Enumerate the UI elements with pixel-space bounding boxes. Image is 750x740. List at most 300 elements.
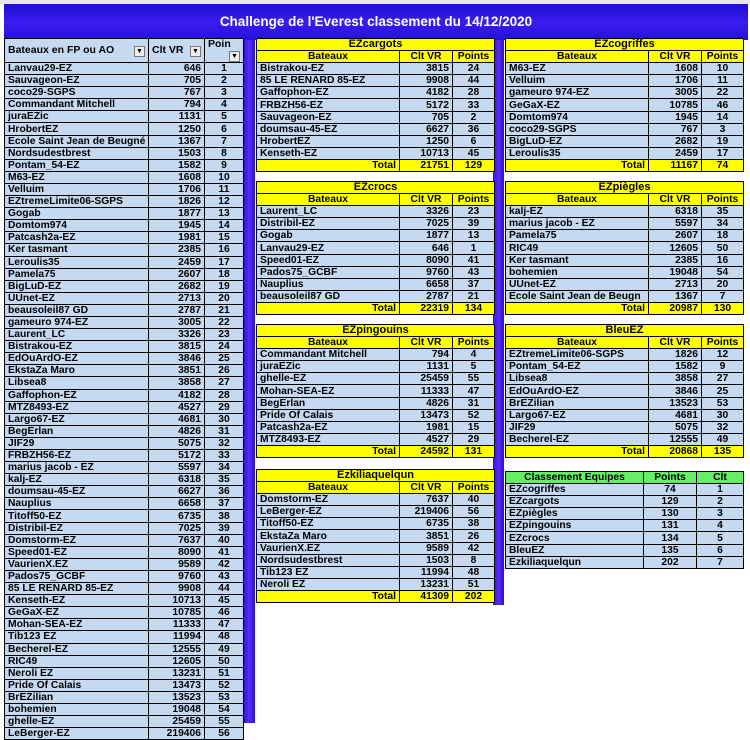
points-cell[interactable]: 47 bbox=[205, 619, 244, 631]
boat-name-cell[interactable]: M63-EZ bbox=[5, 171, 149, 183]
points-cell[interactable]: 40 bbox=[205, 534, 244, 546]
points-cell[interactable]: 36 bbox=[453, 123, 495, 135]
boat-name-cell[interactable]: bohemien bbox=[506, 266, 649, 278]
column-header-boats[interactable]: Bateaux bbox=[506, 337, 649, 349]
clt-vr-cell[interactable]: 1826 bbox=[149, 196, 205, 208]
boat-name-cell[interactable]: Ecole Saint Jean de Beugné bbox=[5, 135, 149, 147]
column-header-clt[interactable]: Clt bbox=[697, 472, 744, 484]
team-name[interactable]: EZcrocs bbox=[257, 182, 495, 194]
team-points-cell[interactable]: 134 bbox=[644, 532, 697, 544]
column-header-boats[interactable]: Bateaux bbox=[257, 337, 400, 349]
points-cell[interactable]: 38 bbox=[205, 510, 244, 522]
clt-vr-cell[interactable]: 3326 bbox=[400, 206, 453, 218]
boat-name-cell[interactable]: marius jacob - EZ bbox=[5, 462, 149, 474]
boat-name-cell[interactable]: BigLuD-EZ bbox=[506, 135, 649, 147]
clt-vr-cell[interactable]: 7025 bbox=[149, 522, 205, 534]
points-cell[interactable]: 43 bbox=[205, 570, 244, 582]
clt-vr-cell[interactable]: 1826 bbox=[649, 349, 702, 361]
clt-vr-cell[interactable]: 13231 bbox=[149, 667, 205, 679]
points-cell[interactable]: 39 bbox=[205, 522, 244, 534]
points-cell[interactable]: 48 bbox=[205, 631, 244, 643]
clt-vr-cell[interactable]: 1131 bbox=[400, 361, 453, 373]
clt-vr-cell[interactable]: 1706 bbox=[649, 75, 702, 87]
team-name-cell[interactable]: EZcogriffes bbox=[506, 484, 644, 496]
boat-name-cell[interactable]: 85 LE RENARD 85-EZ bbox=[5, 583, 149, 595]
points-cell[interactable]: 45 bbox=[453, 147, 495, 159]
team-name[interactable]: EZpiègles bbox=[506, 182, 744, 194]
points-cell[interactable]: 12 bbox=[205, 196, 244, 208]
team-points-cell[interactable]: 135 bbox=[644, 544, 697, 556]
points-cell[interactable]: 40 bbox=[453, 494, 495, 506]
points-cell[interactable]: 42 bbox=[453, 542, 495, 554]
points-cell[interactable]: 15 bbox=[453, 421, 495, 433]
boat-name-cell[interactable]: coco29-SGPS bbox=[506, 123, 649, 135]
clt-vr-cell[interactable]: 2385 bbox=[149, 244, 205, 256]
clt-vr-cell[interactable]: 4527 bbox=[400, 433, 453, 445]
clt-vr-cell[interactable]: 1367 bbox=[649, 290, 702, 302]
points-cell[interactable]: 47 bbox=[453, 385, 495, 397]
boat-name-cell[interactable]: Leroulis35 bbox=[506, 147, 649, 159]
total-clt-vr[interactable]: 22319 bbox=[400, 302, 453, 314]
points-cell[interactable]: 42 bbox=[205, 558, 244, 570]
clt-vr-cell[interactable]: 25459 bbox=[400, 373, 453, 385]
clt-vr-cell[interactable]: 1945 bbox=[149, 220, 205, 232]
column-header-boats[interactable]: Bateaux en FP ou AO ▼ bbox=[5, 39, 149, 63]
points-cell[interactable]: 10 bbox=[702, 63, 744, 75]
boat-name-cell[interactable]: Distribil-EZ bbox=[257, 218, 400, 230]
clt-vr-cell[interactable]: 219406 bbox=[149, 728, 205, 740]
points-cell[interactable]: 46 bbox=[205, 607, 244, 619]
boat-name-cell[interactable]: HrobertEZ bbox=[257, 135, 400, 147]
clt-vr-cell[interactable]: 3858 bbox=[649, 373, 702, 385]
points-cell[interactable]: 22 bbox=[702, 87, 744, 99]
points-cell[interactable]: 43 bbox=[453, 266, 495, 278]
boat-name-cell[interactable]: juraEZic bbox=[257, 361, 400, 373]
boat-name-cell[interactable]: GeGaX-EZ bbox=[506, 99, 649, 111]
clt-vr-cell[interactable]: 11333 bbox=[400, 385, 453, 397]
boat-name-cell[interactable]: Bistrakou-EZ bbox=[257, 63, 400, 75]
clt-vr-cell[interactable]: 6735 bbox=[149, 510, 205, 522]
clt-vr-cell[interactable]: 2787 bbox=[149, 304, 205, 316]
boat-name-cell[interactable]: Bistrakou-EZ bbox=[5, 341, 149, 353]
points-cell[interactable]: 10 bbox=[205, 171, 244, 183]
points-cell[interactable]: 14 bbox=[702, 111, 744, 123]
points-cell[interactable]: 12 bbox=[702, 349, 744, 361]
column-header-clt-vr[interactable]: Clt VR ▼ bbox=[149, 39, 205, 63]
boat-name-cell[interactable]: Gaffophon-EZ bbox=[257, 87, 400, 99]
boat-name-cell[interactable]: Sauvageon-EZ bbox=[5, 75, 149, 87]
clt-vr-cell[interactable]: 2607 bbox=[649, 230, 702, 242]
boat-name-cell[interactable]: FRBZH56-EZ bbox=[5, 450, 149, 462]
boat-name-cell[interactable]: Commandant Mitchell bbox=[5, 99, 149, 111]
boat-name-cell[interactable]: Patcash2a-EZ bbox=[5, 232, 149, 244]
boat-name-cell[interactable]: Becherel-EZ bbox=[5, 643, 149, 655]
boat-name-cell[interactable]: coco29-SGPS bbox=[5, 87, 149, 99]
boat-name-cell[interactable]: Nordsudestbrest bbox=[257, 554, 400, 566]
boat-name-cell[interactable]: Libsea8 bbox=[506, 373, 649, 385]
boat-name-cell[interactable]: Velluim bbox=[5, 183, 149, 195]
points-cell[interactable]: 50 bbox=[205, 655, 244, 667]
boat-name-cell[interactable]: Lanvau29-EZ bbox=[5, 63, 149, 75]
team-name[interactable]: BleuEZ bbox=[506, 325, 744, 337]
clt-vr-cell[interactable]: 6735 bbox=[400, 518, 453, 530]
clt-vr-cell[interactable]: 1503 bbox=[400, 554, 453, 566]
boat-name-cell[interactable]: FRBZH56-EZ bbox=[257, 99, 400, 111]
column-header-team[interactable]: Classement Equipes bbox=[506, 472, 644, 484]
points-cell[interactable]: 28 bbox=[205, 389, 244, 401]
boat-name-cell[interactable]: EdOuArdO-EZ bbox=[5, 353, 149, 365]
boat-name-cell[interactable]: Becherel-EZ bbox=[506, 433, 649, 445]
points-cell[interactable]: 6 bbox=[453, 135, 495, 147]
points-cell[interactable]: 51 bbox=[205, 667, 244, 679]
points-cell[interactable]: 23 bbox=[453, 206, 495, 218]
points-cell[interactable]: 2 bbox=[453, 111, 495, 123]
boat-name-cell[interactable]: doumsau-45-EZ bbox=[257, 123, 400, 135]
points-cell[interactable]: 9 bbox=[205, 159, 244, 171]
team-rank-cell[interactable]: 3 bbox=[697, 508, 744, 520]
boat-name-cell[interactable]: Pride Of Calais bbox=[5, 679, 149, 691]
boat-name-cell[interactable]: Nauplius bbox=[5, 498, 149, 510]
team-name-cell[interactable]: EZcrocs bbox=[506, 532, 644, 544]
column-header-points[interactable]: Points bbox=[453, 337, 495, 349]
points-cell[interactable]: 24 bbox=[205, 341, 244, 353]
points-cell[interactable]: 53 bbox=[205, 691, 244, 703]
clt-vr-cell[interactable]: 2713 bbox=[649, 278, 702, 290]
clt-vr-cell[interactable]: 5075 bbox=[649, 421, 702, 433]
points-cell[interactable]: 41 bbox=[205, 546, 244, 558]
points-cell[interactable]: 34 bbox=[702, 218, 744, 230]
points-cell[interactable]: 19 bbox=[205, 280, 244, 292]
boat-name-cell[interactable]: beausoleil87 GD bbox=[257, 290, 400, 302]
clt-vr-cell[interactable]: 10713 bbox=[400, 147, 453, 159]
points-cell[interactable]: 52 bbox=[453, 409, 495, 421]
boat-name-cell[interactable]: EkstaZa Maro bbox=[257, 530, 400, 542]
points-cell[interactable]: 8 bbox=[453, 554, 495, 566]
clt-vr-cell[interactable]: 12605 bbox=[649, 242, 702, 254]
team-name[interactable]: EZcargots bbox=[257, 39, 495, 51]
points-cell[interactable]: 20 bbox=[205, 292, 244, 304]
points-cell[interactable]: 22 bbox=[205, 316, 244, 328]
column-header-clt-vr[interactable]: Clt VR bbox=[400, 51, 453, 63]
boat-name-cell[interactable]: Libsea8 bbox=[5, 377, 149, 389]
boat-name-cell[interactable]: Ecole Saint Jean de Beugn bbox=[506, 290, 649, 302]
clt-vr-cell[interactable]: 2385 bbox=[649, 254, 702, 266]
clt-vr-cell[interactable]: 11994 bbox=[149, 631, 205, 643]
total-points[interactable]: 74 bbox=[702, 159, 744, 171]
boat-name-cell[interactable]: Tib123 EZ bbox=[257, 566, 400, 578]
boat-name-cell[interactable]: EZtremeLimite06-SGPS bbox=[5, 196, 149, 208]
clt-vr-cell[interactable]: 1608 bbox=[649, 63, 702, 75]
points-cell[interactable]: 25 bbox=[702, 385, 744, 397]
total-clt-vr[interactable]: 21751 bbox=[400, 159, 453, 171]
points-cell[interactable]: 8 bbox=[205, 147, 244, 159]
clt-vr-cell[interactable]: 2787 bbox=[400, 290, 453, 302]
points-cell[interactable]: 3 bbox=[205, 87, 244, 99]
total-label[interactable]: Total bbox=[257, 590, 400, 602]
column-header-points[interactable]: Points bbox=[453, 194, 495, 206]
clt-vr-cell[interactable]: 8090 bbox=[400, 254, 453, 266]
boat-name-cell[interactable]: Pamela75 bbox=[506, 230, 649, 242]
boat-name-cell[interactable]: Gogab bbox=[5, 208, 149, 220]
clt-vr-cell[interactable]: 3846 bbox=[649, 385, 702, 397]
clt-vr-cell[interactable]: 6627 bbox=[400, 123, 453, 135]
clt-vr-cell[interactable]: 5172 bbox=[400, 99, 453, 111]
clt-vr-cell[interactable]: 19048 bbox=[649, 266, 702, 278]
clt-vr-cell[interactable]: 1250 bbox=[149, 123, 205, 135]
clt-vr-cell[interactable]: 6658 bbox=[400, 278, 453, 290]
points-cell[interactable]: 5 bbox=[453, 361, 495, 373]
clt-vr-cell[interactable]: 7637 bbox=[149, 534, 205, 546]
column-header-boats[interactable]: Bateaux bbox=[257, 194, 400, 206]
points-cell[interactable]: 46 bbox=[702, 99, 744, 111]
clt-vr-cell[interactable]: 1503 bbox=[149, 147, 205, 159]
points-cell[interactable]: 6 bbox=[205, 123, 244, 135]
points-cell[interactable]: 13 bbox=[453, 230, 495, 242]
points-cell[interactable]: 1 bbox=[453, 242, 495, 254]
total-label[interactable]: Total bbox=[257, 445, 400, 457]
points-cell[interactable]: 44 bbox=[453, 75, 495, 87]
points-cell[interactable]: 7 bbox=[702, 290, 744, 302]
boat-name-cell[interactable]: EZtremeLimite06-SGPS bbox=[506, 349, 649, 361]
boat-name-cell[interactable]: Tib123 EZ bbox=[5, 631, 149, 643]
boat-name-cell[interactable]: BegErlan bbox=[257, 397, 400, 409]
boat-name-cell[interactable]: ghelle-EZ bbox=[257, 373, 400, 385]
boat-name-cell[interactable]: Neroli EZ bbox=[5, 667, 149, 679]
boat-name-cell[interactable]: Domstorm-EZ bbox=[5, 534, 149, 546]
clt-vr-cell[interactable]: 4182 bbox=[149, 389, 205, 401]
points-cell[interactable]: 27 bbox=[702, 373, 744, 385]
column-header-clt-vr[interactable]: Clt VR bbox=[400, 482, 453, 494]
clt-vr-cell[interactable]: 3815 bbox=[149, 341, 205, 353]
boat-name-cell[interactable]: Titoff50-EZ bbox=[5, 510, 149, 522]
points-cell[interactable]: 56 bbox=[453, 506, 495, 518]
boat-name-cell[interactable]: Ker tasmant bbox=[506, 254, 649, 266]
points-cell[interactable]: 31 bbox=[453, 397, 495, 409]
points-cell[interactable]: 52 bbox=[205, 679, 244, 691]
team-rank-cell[interactable]: 5 bbox=[697, 532, 744, 544]
points-cell[interactable]: 13 bbox=[205, 208, 244, 220]
column-header-boats[interactable]: Bateaux bbox=[257, 51, 400, 63]
clt-vr-cell[interactable]: 4182 bbox=[400, 87, 453, 99]
clt-vr-cell[interactable]: 2682 bbox=[149, 280, 205, 292]
total-label[interactable]: Total bbox=[506, 159, 649, 171]
boat-name-cell[interactable]: Pados75_GCBF bbox=[5, 570, 149, 582]
clt-vr-cell[interactable]: 13523 bbox=[149, 691, 205, 703]
total-points[interactable]: 202 bbox=[453, 590, 495, 602]
clt-vr-cell[interactable]: 7025 bbox=[400, 218, 453, 230]
team-points-cell[interactable]: 131 bbox=[644, 520, 697, 532]
points-cell[interactable]: 25 bbox=[205, 353, 244, 365]
boat-name-cell[interactable]: kalj-EZ bbox=[506, 206, 649, 218]
clt-vr-cell[interactable]: 13473 bbox=[400, 409, 453, 421]
column-header-points[interactable]: Points bbox=[702, 337, 744, 349]
clt-vr-cell[interactable]: 3846 bbox=[149, 353, 205, 365]
total-label[interactable]: Total bbox=[506, 445, 649, 457]
clt-vr-cell[interactable]: 9908 bbox=[149, 583, 205, 595]
points-cell[interactable]: 16 bbox=[205, 244, 244, 256]
boat-name-cell[interactable]: Nauplius bbox=[257, 278, 400, 290]
clt-vr-cell[interactable]: 1706 bbox=[149, 183, 205, 195]
points-cell[interactable]: 24 bbox=[453, 63, 495, 75]
boat-name-cell[interactable]: JIF29 bbox=[506, 421, 649, 433]
boat-name-cell[interactable]: Gaffophon-EZ bbox=[5, 389, 149, 401]
points-cell[interactable]: 28 bbox=[453, 87, 495, 99]
column-header-clt-vr[interactable]: Clt VR bbox=[400, 337, 453, 349]
total-points[interactable]: 135 bbox=[702, 445, 744, 457]
boat-name-cell[interactable]: juraEZic bbox=[5, 111, 149, 123]
points-cell[interactable]: 32 bbox=[205, 437, 244, 449]
clt-vr-cell[interactable]: 5597 bbox=[649, 218, 702, 230]
clt-vr-cell[interactable]: 4681 bbox=[649, 409, 702, 421]
clt-vr-cell[interactable]: 8090 bbox=[149, 546, 205, 558]
clt-vr-cell[interactable]: 1608 bbox=[149, 171, 205, 183]
clt-vr-cell[interactable]: 705 bbox=[149, 75, 205, 87]
boat-name-cell[interactable]: BrEZilian bbox=[5, 691, 149, 703]
points-cell[interactable]: 15 bbox=[205, 232, 244, 244]
boat-name-cell[interactable]: Pride Of Calais bbox=[257, 409, 400, 421]
clt-vr-cell[interactable]: 9589 bbox=[400, 542, 453, 554]
boat-name-cell[interactable]: Largo67-EZ bbox=[506, 409, 649, 421]
column-header-clt-vr[interactable]: Clt VR bbox=[649, 337, 702, 349]
total-points[interactable]: 134 bbox=[453, 302, 495, 314]
points-cell[interactable]: 27 bbox=[205, 377, 244, 389]
team-rank-cell[interactable]: 6 bbox=[697, 544, 744, 556]
clt-vr-cell[interactable]: 1981 bbox=[149, 232, 205, 244]
points-cell[interactable]: 29 bbox=[453, 433, 495, 445]
clt-vr-cell[interactable]: 1367 bbox=[149, 135, 205, 147]
clt-vr-cell[interactable]: 9589 bbox=[149, 558, 205, 570]
points-cell[interactable]: 48 bbox=[453, 566, 495, 578]
clt-vr-cell[interactable]: 1582 bbox=[149, 159, 205, 171]
clt-vr-cell[interactable]: 2713 bbox=[149, 292, 205, 304]
column-header-boats[interactable]: Bateaux bbox=[506, 194, 649, 206]
boat-name-cell[interactable]: RIC49 bbox=[506, 242, 649, 254]
points-cell[interactable]: 37 bbox=[453, 278, 495, 290]
team-points-cell[interactable]: 130 bbox=[644, 508, 697, 520]
points-cell[interactable]: 11 bbox=[205, 183, 244, 195]
clt-vr-cell[interactable]: 9908 bbox=[400, 75, 453, 87]
points-cell[interactable]: 26 bbox=[205, 365, 244, 377]
team-rank-cell[interactable]: 2 bbox=[697, 496, 744, 508]
clt-vr-cell[interactable]: 3815 bbox=[400, 63, 453, 75]
boat-name-cell[interactable]: HrobertEZ bbox=[5, 123, 149, 135]
boat-name-cell[interactable]: JIF29 bbox=[5, 437, 149, 449]
boat-name-cell[interactable]: gameuro 974-EZ bbox=[506, 87, 649, 99]
points-cell[interactable]: 1 bbox=[205, 63, 244, 75]
points-cell[interactable]: 35 bbox=[702, 206, 744, 218]
clt-vr-cell[interactable]: 2607 bbox=[149, 268, 205, 280]
boat-name-cell[interactable]: GeGaX-EZ bbox=[5, 607, 149, 619]
points-cell[interactable]: 45 bbox=[205, 595, 244, 607]
points-cell[interactable]: 39 bbox=[453, 218, 495, 230]
clt-vr-cell[interactable]: 6318 bbox=[149, 474, 205, 486]
boat-name-cell[interactable]: Sauvageon-EZ bbox=[257, 111, 400, 123]
clt-vr-cell[interactable]: 6318 bbox=[649, 206, 702, 218]
boat-name-cell[interactable]: EkstaZa Maro bbox=[5, 365, 149, 377]
clt-vr-cell[interactable]: 219406 bbox=[400, 506, 453, 518]
boat-name-cell[interactable]: Nordsudestbrest bbox=[5, 147, 149, 159]
clt-vr-cell[interactable]: 4826 bbox=[149, 425, 205, 437]
team-name-cell[interactable]: EZpiègles bbox=[506, 508, 644, 520]
points-cell[interactable]: 9 bbox=[702, 361, 744, 373]
points-cell[interactable]: 32 bbox=[702, 421, 744, 433]
clt-vr-cell[interactable]: 4527 bbox=[149, 401, 205, 413]
points-cell[interactable]: 18 bbox=[702, 230, 744, 242]
boat-name-cell[interactable]: Gogab bbox=[257, 230, 400, 242]
clt-vr-cell[interactable]: 794 bbox=[149, 99, 205, 111]
clt-vr-cell[interactable]: 2459 bbox=[149, 256, 205, 268]
boat-name-cell[interactable]: Pontam_54-EZ bbox=[506, 361, 649, 373]
team-rank-cell[interactable]: 7 bbox=[697, 556, 744, 568]
boat-name-cell[interactable]: Distribil-EZ bbox=[5, 522, 149, 534]
clt-vr-cell[interactable]: 3326 bbox=[149, 329, 205, 341]
clt-vr-cell[interactable]: 3858 bbox=[149, 377, 205, 389]
boat-name-cell[interactable]: Leroulis35 bbox=[5, 256, 149, 268]
column-header-points[interactable]: Points bbox=[453, 51, 495, 63]
clt-vr-cell[interactable]: 10785 bbox=[149, 607, 205, 619]
filter-dropdown-icon[interactable]: ▼ bbox=[134, 46, 145, 57]
points-cell[interactable]: 16 bbox=[702, 254, 744, 266]
points-cell[interactable]: 55 bbox=[205, 716, 244, 728]
clt-vr-cell[interactable]: 646 bbox=[149, 63, 205, 75]
clt-vr-cell[interactable]: 3851 bbox=[149, 365, 205, 377]
total-clt-vr[interactable]: 20868 bbox=[649, 445, 702, 457]
team-points-cell[interactable]: 74 bbox=[644, 484, 697, 496]
boat-name-cell[interactable]: Largo67-EZ bbox=[5, 413, 149, 425]
boat-name-cell[interactable]: Commandant Mitchell bbox=[257, 349, 400, 361]
column-header-clt-vr[interactable]: Clt VR bbox=[649, 194, 702, 206]
clt-vr-cell[interactable]: 9760 bbox=[400, 266, 453, 278]
column-header-boats[interactable]: Bateaux bbox=[257, 482, 400, 494]
clt-vr-cell[interactable]: 1131 bbox=[149, 111, 205, 123]
boat-name-cell[interactable]: Laurent_LC bbox=[257, 206, 400, 218]
clt-vr-cell[interactable]: 19048 bbox=[149, 703, 205, 715]
clt-vr-cell[interactable]: 1250 bbox=[400, 135, 453, 147]
boat-name-cell[interactable]: VaurienX.EZ bbox=[5, 558, 149, 570]
boat-name-cell[interactable]: BrEZilian bbox=[506, 397, 649, 409]
clt-vr-cell[interactable]: 2459 bbox=[649, 147, 702, 159]
total-points[interactable]: 130 bbox=[702, 302, 744, 314]
column-header-clt-vr[interactable]: Clt VR bbox=[400, 194, 453, 206]
clt-vr-cell[interactable]: 1945 bbox=[649, 111, 702, 123]
total-label[interactable]: Total bbox=[257, 302, 400, 314]
team-name-cell[interactable]: EZpingouins bbox=[506, 520, 644, 532]
team-name[interactable]: EZpingouins bbox=[257, 325, 495, 337]
points-cell[interactable]: 34 bbox=[205, 462, 244, 474]
boat-name-cell[interactable]: Mohan-SEA-EZ bbox=[5, 619, 149, 631]
boat-name-cell[interactable]: Patcash2a-EZ bbox=[257, 421, 400, 433]
boat-name-cell[interactable]: gameuro 974-EZ bbox=[5, 316, 149, 328]
boat-name-cell[interactable]: Pamela75 bbox=[5, 268, 149, 280]
boat-name-cell[interactable]: Speed01-EZ bbox=[5, 546, 149, 558]
boat-name-cell[interactable]: Neroli EZ bbox=[257, 578, 400, 590]
points-cell[interactable]: 14 bbox=[205, 220, 244, 232]
points-cell[interactable]: 21 bbox=[205, 304, 244, 316]
points-cell[interactable]: 30 bbox=[702, 409, 744, 421]
boat-name-cell[interactable]: Pontam_54-EZ bbox=[5, 159, 149, 171]
points-cell[interactable]: 5 bbox=[205, 111, 244, 123]
points-cell[interactable]: 55 bbox=[453, 373, 495, 385]
clt-vr-cell[interactable]: 11333 bbox=[149, 619, 205, 631]
boat-name-cell[interactable]: EdOuArdO-EZ bbox=[506, 385, 649, 397]
clt-vr-cell[interactable]: 5075 bbox=[149, 437, 205, 449]
points-cell[interactable]: 29 bbox=[205, 401, 244, 413]
points-cell[interactable]: 50 bbox=[702, 242, 744, 254]
points-cell[interactable]: 33 bbox=[453, 99, 495, 111]
clt-vr-cell[interactable]: 3851 bbox=[400, 530, 453, 542]
clt-vr-cell[interactable]: 2682 bbox=[649, 135, 702, 147]
boat-name-cell[interactable]: Pados75_GCBF bbox=[257, 266, 400, 278]
